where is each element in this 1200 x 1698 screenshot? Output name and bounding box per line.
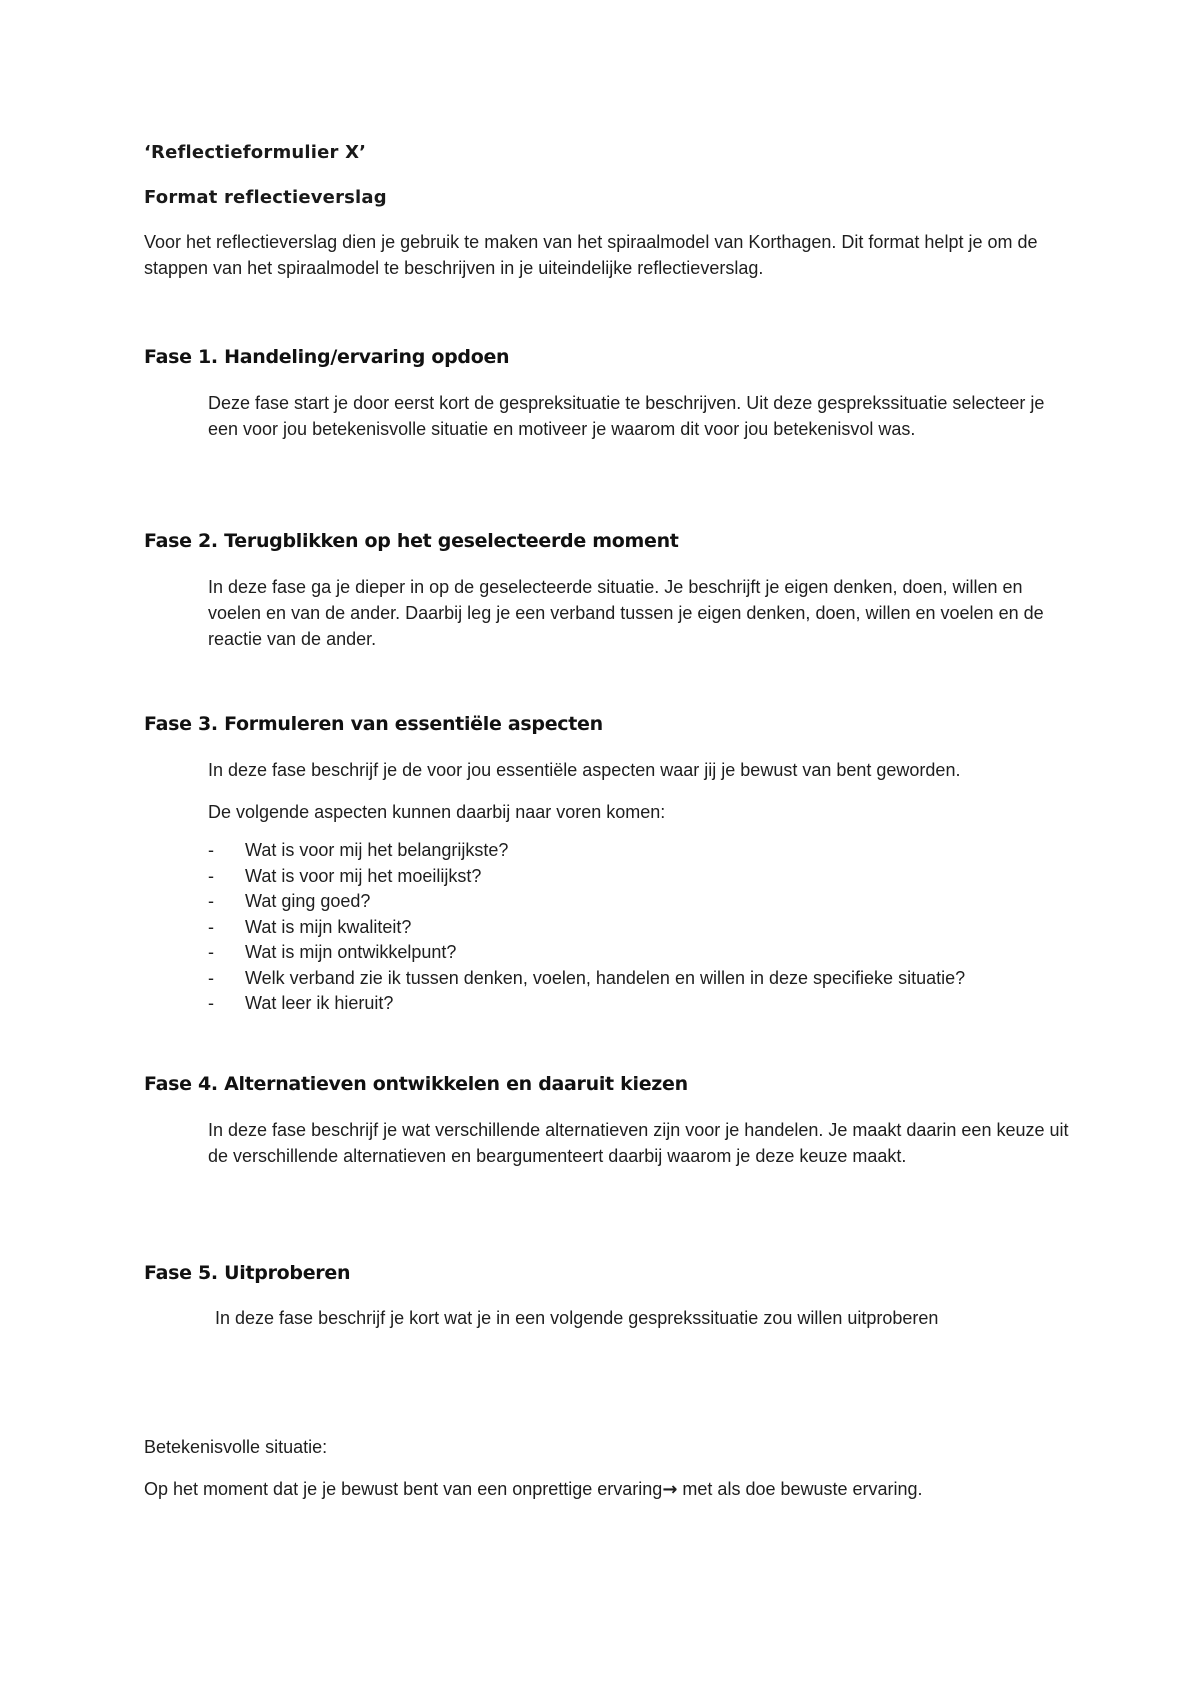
situation-sentence [144, 1476, 923, 1503]
list-item [208, 864, 965, 890]
phase-3-heading: Fase 3. Formuleren van essentiële aspecten [144, 713, 603, 735]
list-item [208, 966, 965, 992]
phase-3-text-secondary: De volgende aspecten kunnen daarbij naar voren komen: [208, 802, 666, 822]
aspects-list [208, 838, 965, 1017]
bullet-dash: - [208, 865, 214, 886]
right-arrow-icon: → [662, 1479, 678, 1500]
bullet-dash: - [208, 916, 214, 937]
phase-1-heading: Fase 1. Handeling/ervaring opdoen [144, 346, 510, 368]
list-item-text: Wat ging goed? [245, 891, 371, 911]
list-item-text: Wat leer ik hieruit? [245, 993, 394, 1013]
phase-4-heading: Fase 4. Alternatieven ontwikkelen en daaruit kiezen [144, 1073, 688, 1095]
list-item [208, 940, 965, 966]
list-item [208, 915, 965, 941]
phase-1-text: Deze fase start je door eerst kort de gespreksituatie te beschrijven. Uit deze gesprekssituatie selecteer je een voor jou betekenisvolle situatie en motiveer je waarom dit voor jou betekenisvol was. [208, 393, 1045, 439]
situation-sentence-end: met als doe bewuste ervaring. [677, 1479, 923, 1499]
list-item-text: Wat is mijn ontwikkelpunt? [245, 942, 457, 962]
intro-paragraph: Voor het reflectieverslag dien je gebruik te maken van het spiraalmodel van Korthagen. Dit format helpt je om de stappen van het spiraalmodel te beschrijven in je uiteindelijke reflectieverslag. [144, 232, 1038, 278]
list-item [208, 991, 965, 1017]
phase-2-heading: Fase 2. Terugblikken op het geselecteerde moment [144, 530, 679, 552]
bullet-dash: - [208, 840, 214, 860]
list-item-text: Wat is mijn kwaliteit? [245, 916, 412, 937]
situation-sentence-start: Op het moment dat je je bewust bent van een onprettige ervaring [144, 1479, 663, 1499]
document-title: ‘Reflectieformulier X’ [144, 142, 367, 163]
bullet-dash: - [208, 942, 214, 962]
list-item [208, 838, 965, 864]
phase-3-text: In deze fase beschrijf je de voor jou essentiële aspecten waar jij je bewust van bent geworden. [208, 760, 961, 780]
list-item-text: Wat is voor mij het moeilijkst? [245, 865, 482, 886]
list-item [208, 889, 965, 915]
phase-5-heading: Fase 5. Uitproberen [144, 1262, 351, 1284]
list-item-text: Welk verband zie ik tussen denken, voelen, handelen en willen in deze specifieke situatie? [245, 967, 966, 988]
situation-label: Betekenisvolle situatie: [144, 1437, 328, 1457]
bullet-dash: - [208, 993, 214, 1013]
phase-4-text: In deze fase beschrijf je wat verschillende alternatieven zijn voor je handelen. Je maakt daarin een keuze uit de verschillende alternatieven en beargumenteert daarbij waarom je deze keuze maakt. [208, 1120, 1069, 1166]
bullet-dash: - [208, 967, 214, 988]
phase-5-text: In deze fase beschrijf je kort wat je in een volgende gesprekssituatie zou willen uitproberen [215, 1308, 939, 1328]
bullet-dash: - [208, 891, 214, 911]
document-subtitle: Format reflectieverslag [144, 187, 387, 208]
phase-2-text: In deze fase ga je dieper in op de geselecteerde situatie. Je beschrijft je eigen denken, doen, willen en voelen en van de ander. Daarbij leg je een verband tussen je eigen denken, doen, willen en voelen en de reactie van de ander. [208, 577, 1044, 649]
list-item-text: Wat is voor mij het belangrijkste? [245, 840, 509, 860]
